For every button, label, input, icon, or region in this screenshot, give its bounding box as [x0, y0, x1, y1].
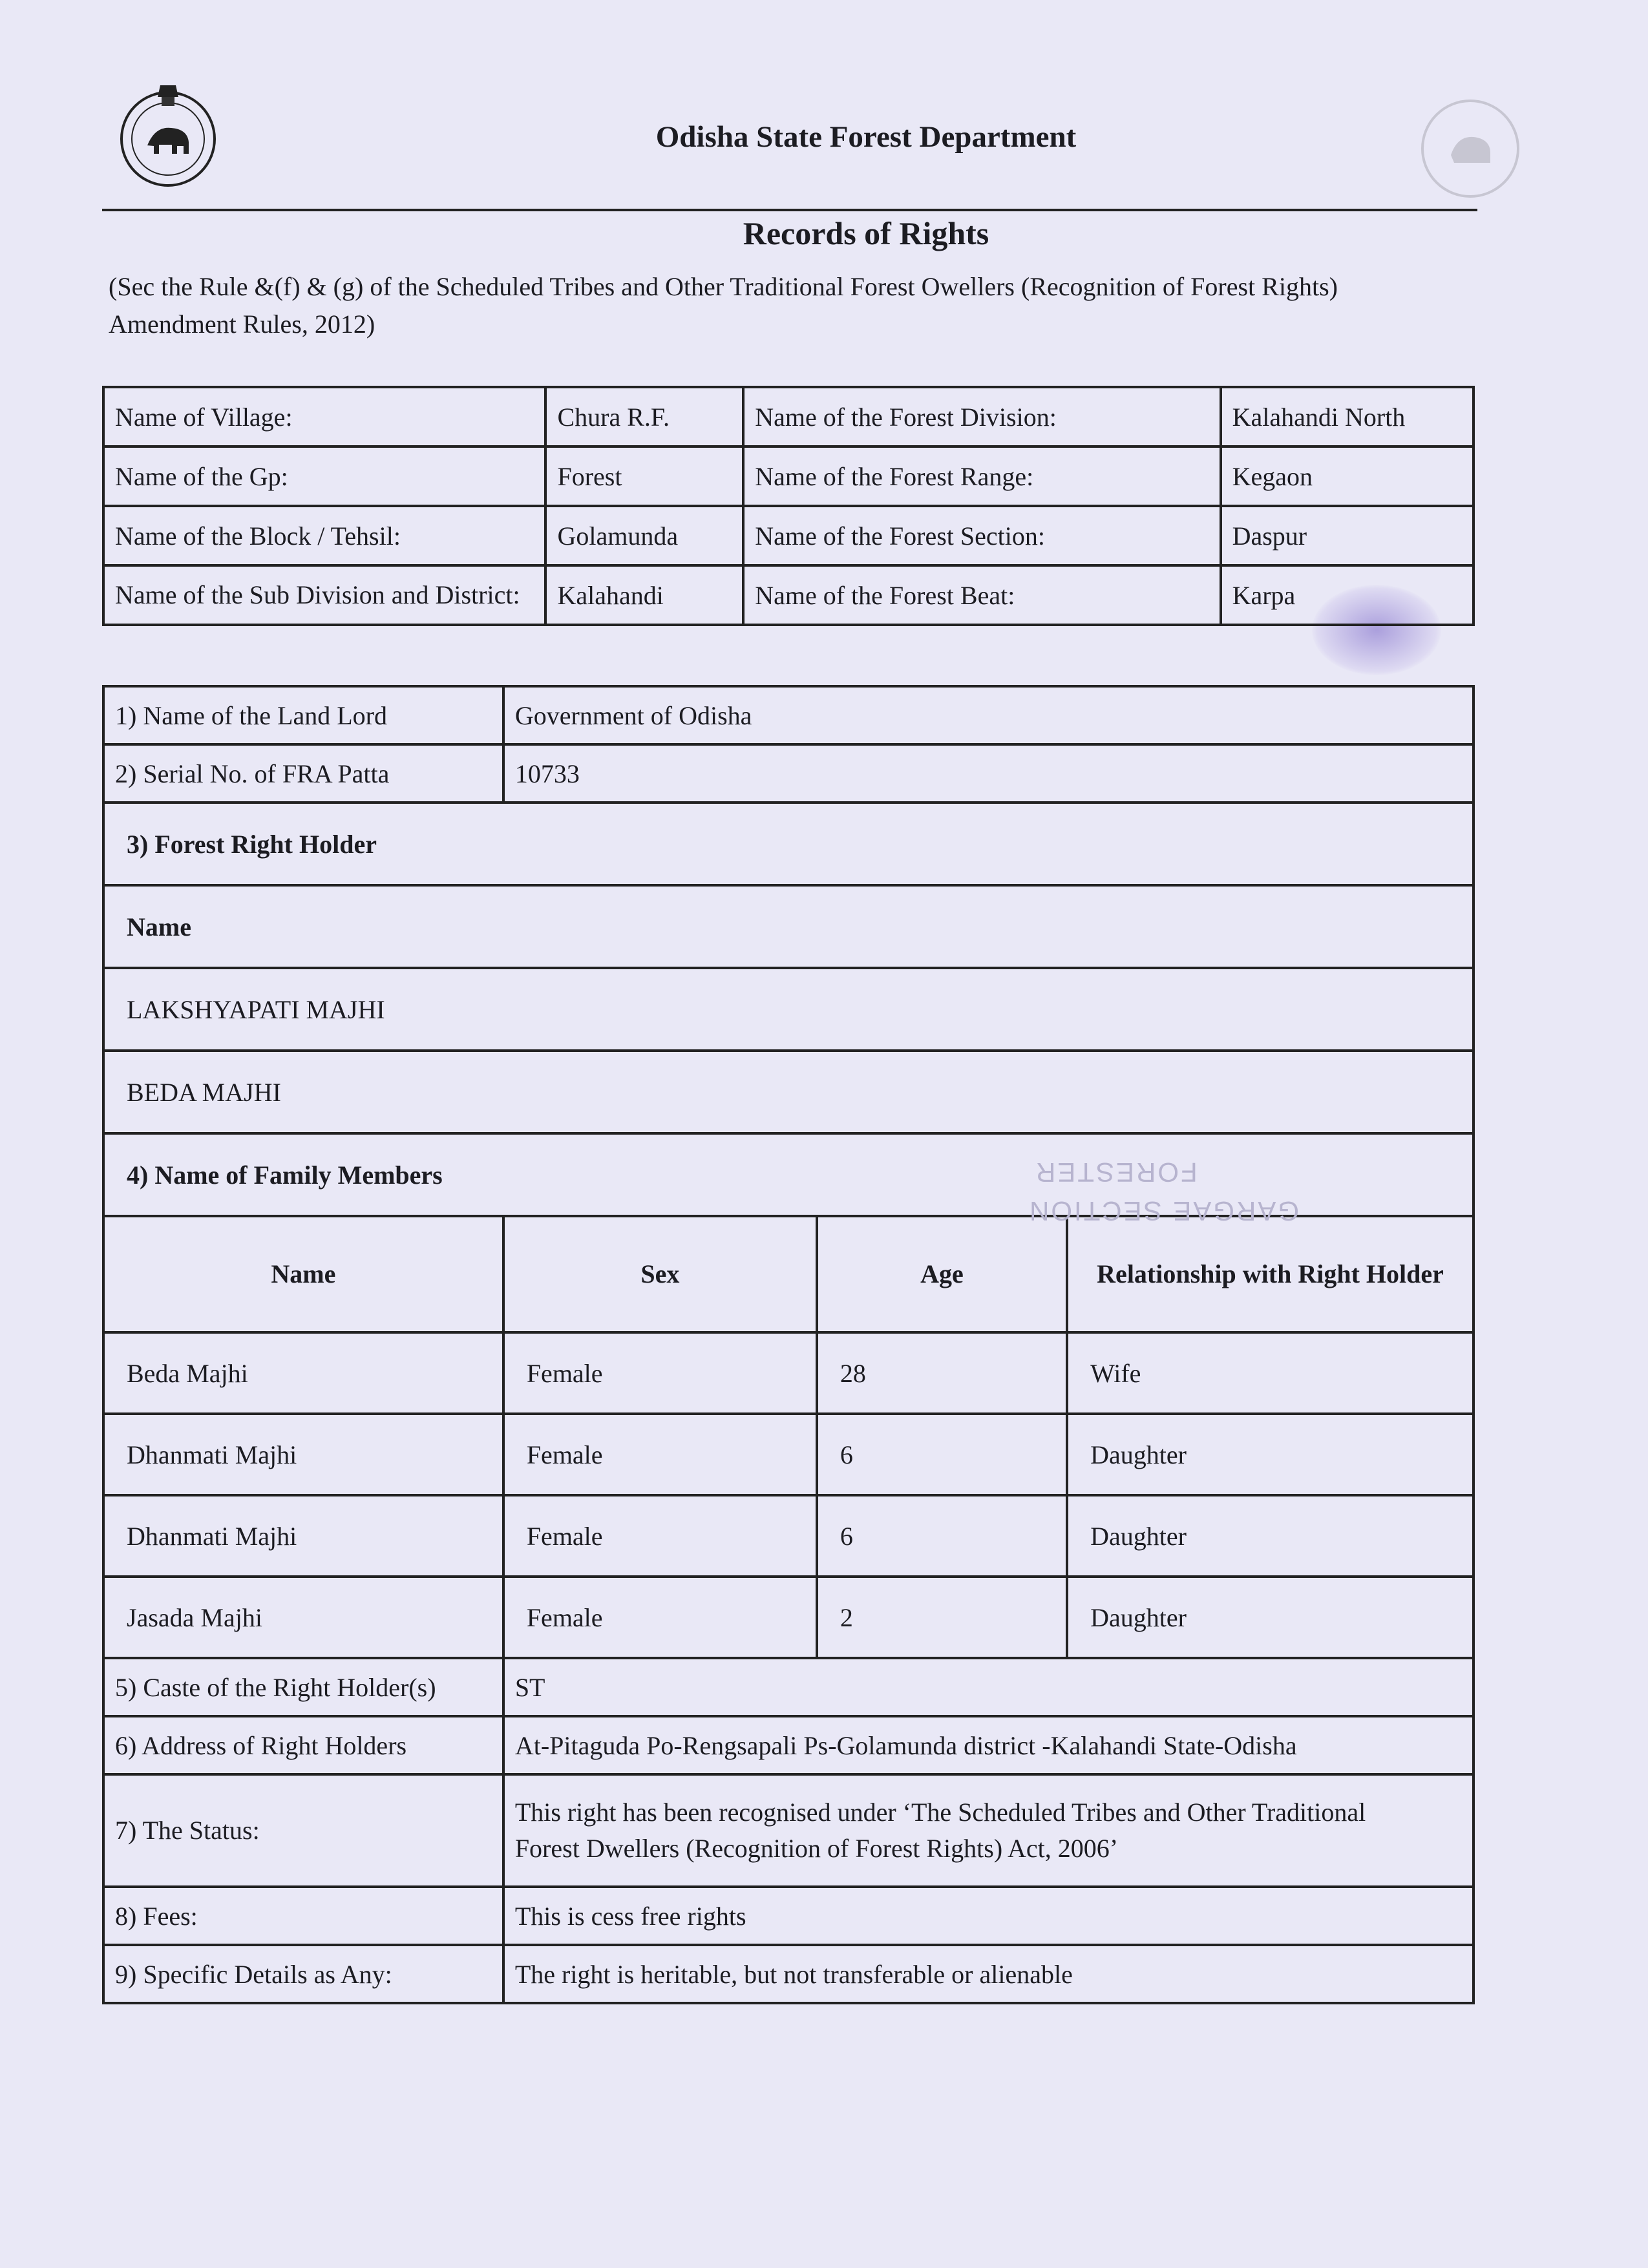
- member-sex: Female: [503, 1414, 817, 1495]
- table-row: [103, 1414, 1474, 1495]
- serial-value: 10733: [503, 744, 1474, 803]
- address-value: At-Pitaguda Po-Rengsapali Ps-Golamunda district -Kalahandi State-Odisha: [503, 1716, 1474, 1774]
- member-relationship: Daughter: [1067, 1577, 1474, 1658]
- family-col-name: Name: [103, 1216, 503, 1332]
- forest-range-value: Kegaon: [1221, 446, 1474, 506]
- status-value: [503, 1774, 1474, 1887]
- family-col-age: Age: [817, 1216, 1067, 1332]
- member-sex: Female: [503, 1577, 817, 1658]
- forest-beat-value: Karpa: [1221, 565, 1474, 625]
- village-label: Name of Village:: [103, 387, 545, 446]
- details-label: 9) Specific Details as Any:: [103, 1945, 503, 2003]
- land-lord-label: 1) Name of the Land Lord: [103, 686, 503, 744]
- table-row: [103, 1887, 1474, 1945]
- table-row: [103, 744, 1474, 803]
- table-row: [103, 1716, 1474, 1774]
- address-label: 6) Address of Right Holders: [103, 1716, 503, 1774]
- stamp-line-1: FORESTER: [1034, 1157, 1198, 1188]
- table-row: [103, 1658, 1474, 1716]
- member-age: 2: [817, 1577, 1067, 1658]
- gp-value: Forest: [545, 446, 743, 506]
- stamp-line-2: GARGAE SECTION: [1028, 1196, 1300, 1226]
- member-sex: Female: [503, 1332, 817, 1414]
- member-name: Dhanmati Majhi: [103, 1495, 503, 1577]
- table-row: [103, 885, 1474, 968]
- table-row: [103, 387, 1474, 446]
- block-value: Golamunda: [545, 506, 743, 565]
- status-label: 7) The Status:: [103, 1774, 503, 1887]
- member-relationship: Daughter: [1067, 1495, 1474, 1577]
- forest-section-label: Name of the Forest Section:: [743, 506, 1220, 565]
- location-table: [102, 386, 1475, 626]
- table-row: [103, 1577, 1474, 1658]
- village-value: Chura R.F.: [545, 387, 743, 446]
- holder-name: BEDA MAJHI: [103, 1051, 1474, 1133]
- holder-name-heading: Name: [103, 885, 1474, 968]
- header-divider: [102, 209, 1477, 211]
- fees-label: 8) Fees:: [103, 1887, 503, 1945]
- family-header-row: [103, 1216, 1474, 1332]
- forest-division-value: Kalahandi North: [1221, 387, 1474, 446]
- family-members-heading: 4) Name of Family Members: [103, 1133, 1474, 1216]
- serial-label: 2) Serial No. of FRA Patta: [103, 744, 503, 803]
- caste-label: 5) Caste of the Right Holder(s): [103, 1658, 503, 1716]
- caste-value: ST: [503, 1658, 1474, 1716]
- details-value: The right is heritable, but not transferable or alienable: [503, 1945, 1474, 2003]
- member-relationship: Wife: [1067, 1332, 1474, 1414]
- status-line-2: Forest Dwellers (Recognition of Forest Rights) Act, 2006’: [514, 1834, 1119, 1863]
- member-age: 28: [817, 1332, 1067, 1414]
- holder-name: LAKSHYAPATI MAJHI: [103, 968, 1474, 1051]
- fees-value: This is cess free rights: [503, 1887, 1474, 1945]
- sub-division-label: Name of the Sub Division and District:: [103, 565, 545, 625]
- table-row: [103, 565, 1474, 625]
- forest-division-label: Name of the Forest Division:: [743, 387, 1220, 446]
- table-row: [103, 803, 1474, 885]
- table-row: [103, 446, 1474, 506]
- member-name: Beda Majhi: [103, 1332, 503, 1414]
- member-age: 6: [817, 1414, 1067, 1495]
- forest-section-value: Daspur: [1221, 506, 1474, 565]
- table-row: [103, 968, 1474, 1051]
- table-row: [103, 686, 1474, 744]
- status-line-1: This right has been recognised under ‘The Scheduled Tribes and Other Traditional: [514, 1798, 1366, 1827]
- document-title: Records of Rights: [743, 215, 989, 251]
- member-name: Jasada Majhi: [103, 1577, 503, 1658]
- forest-right-holder-heading: 3) Forest Right Holder: [103, 803, 1474, 885]
- block-label: Name of the Block / Tehsil:: [103, 506, 545, 565]
- forest-beat-label: Name of the Forest Beat:: [743, 565, 1220, 625]
- forest-range-label: Name of the Forest Range:: [743, 446, 1220, 506]
- land-lord-value: Government of Odisha: [503, 686, 1474, 744]
- family-col-relationship: Relationship with Right Holder: [1067, 1216, 1474, 1332]
- table-row: [103, 1945, 1474, 2003]
- member-age: 6: [817, 1495, 1067, 1577]
- gp-label: Name of the Gp:: [103, 446, 545, 506]
- department-title: Odisha State Forest Department: [655, 120, 1077, 154]
- document-subtitle: (Sec the Rule &(f) & (g) of the Scheduled Tribes and Other Traditional Forest Owellers (Recognition of Forest Rights) Amendment Rules, 2012): [109, 272, 1338, 339]
- table-row: [103, 1774, 1474, 1887]
- sub-division-value: Kalahandi: [545, 565, 743, 625]
- member-sex: Female: [503, 1495, 817, 1577]
- table-row: [103, 1051, 1474, 1133]
- table-row: [103, 506, 1474, 565]
- table-row: [103, 1332, 1474, 1414]
- record-table: [102, 685, 1475, 2004]
- family-col-sex: Sex: [503, 1216, 817, 1332]
- member-relationship: Daughter: [1067, 1414, 1474, 1495]
- member-name: Dhanmati Majhi: [103, 1414, 503, 1495]
- table-row: [103, 1495, 1474, 1577]
